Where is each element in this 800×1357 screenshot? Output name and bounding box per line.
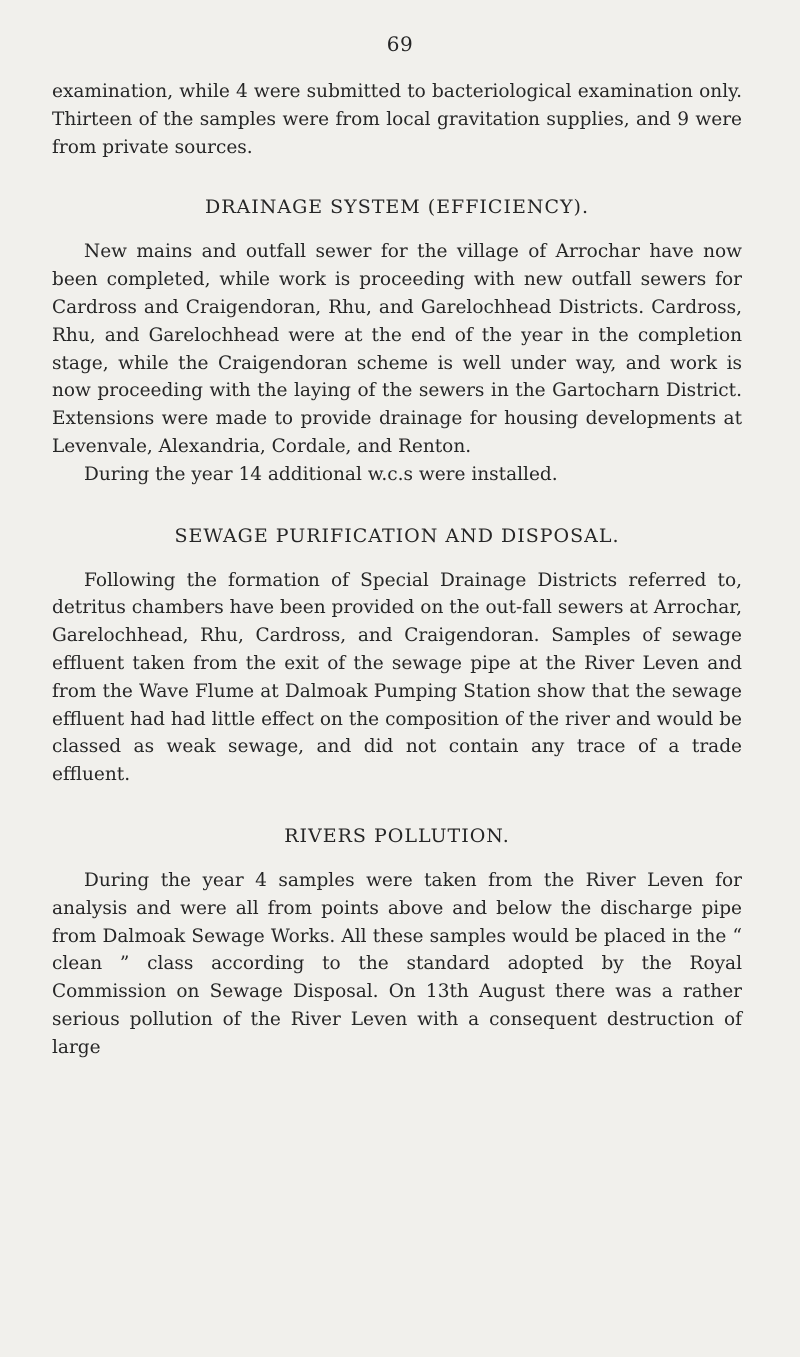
page-content [52, 78, 742, 1062]
section-heading-sewage: SEWAGE PURIFICATION AND DISPOSAL. [174, 524, 620, 547]
section-heading-drainage: DRAINAGE SYSTEM (EFFICIENCY). [204, 196, 590, 219]
sewage-paragraph-1: Following the formation of Special Drainage Districts referred to, detritus chambers have been provided on the out-fall sewers at Arrochar, Garelochhead, Rhu, Cardross, and Craigendoran. Samples of sewage effluent taken from the exit of the sewage pipe at the River Leven and from the Wave Flume at Dalmoak Pumping Station show that the sewage effluent had had little effect on the composition of the river and would be classed as weak sewage, and did not contain any trace of a trade effluent. [52, 569, 742, 786]
section-heading-rivers: RIVERS POLLUTION. [284, 824, 510, 847]
drainage-paragraph-2: During the year 14 additional w.c.s were installed. [84, 463, 558, 485]
rivers-paragraph-1: During the year 4 samples were taken from the River Leven for analysis and were all from points above and below the discharge pipe from Dalmoak Sewage Works. All these samples would be placed in the “ clean ” class according to the standard adopted by the Royal Commission on Sewage Disposal. On 13th August there was a rather serious pollution of the River Leven with a consequent destruction of large [52, 869, 742, 1058]
page-number: 69 [386, 32, 414, 56]
intro-paragraph: examination, while 4 were submitted to bacteriological examination only. Thirteen of the samples were from local gravitation supplies, and 9 were from private sources. [52, 81, 742, 158]
drainage-paragraph-1: New mains and outfall sewer for the village of Arrochar have now been completed, while work is proceeding with new outfall sewers for Cardross and Craigendoran, Rhu, and Garelochhead Districts. Cardross, Rhu, and Garelochhead were at the end of the year in the completion stage, while the Craigendoran scheme is well under way, and work is now proceeding with the laying of the sewers in the Gartocharn District. Extensions were made to provide drainage for housing developments at Levenvale, Alexandria, Cordale, and Renton. [52, 241, 742, 457]
